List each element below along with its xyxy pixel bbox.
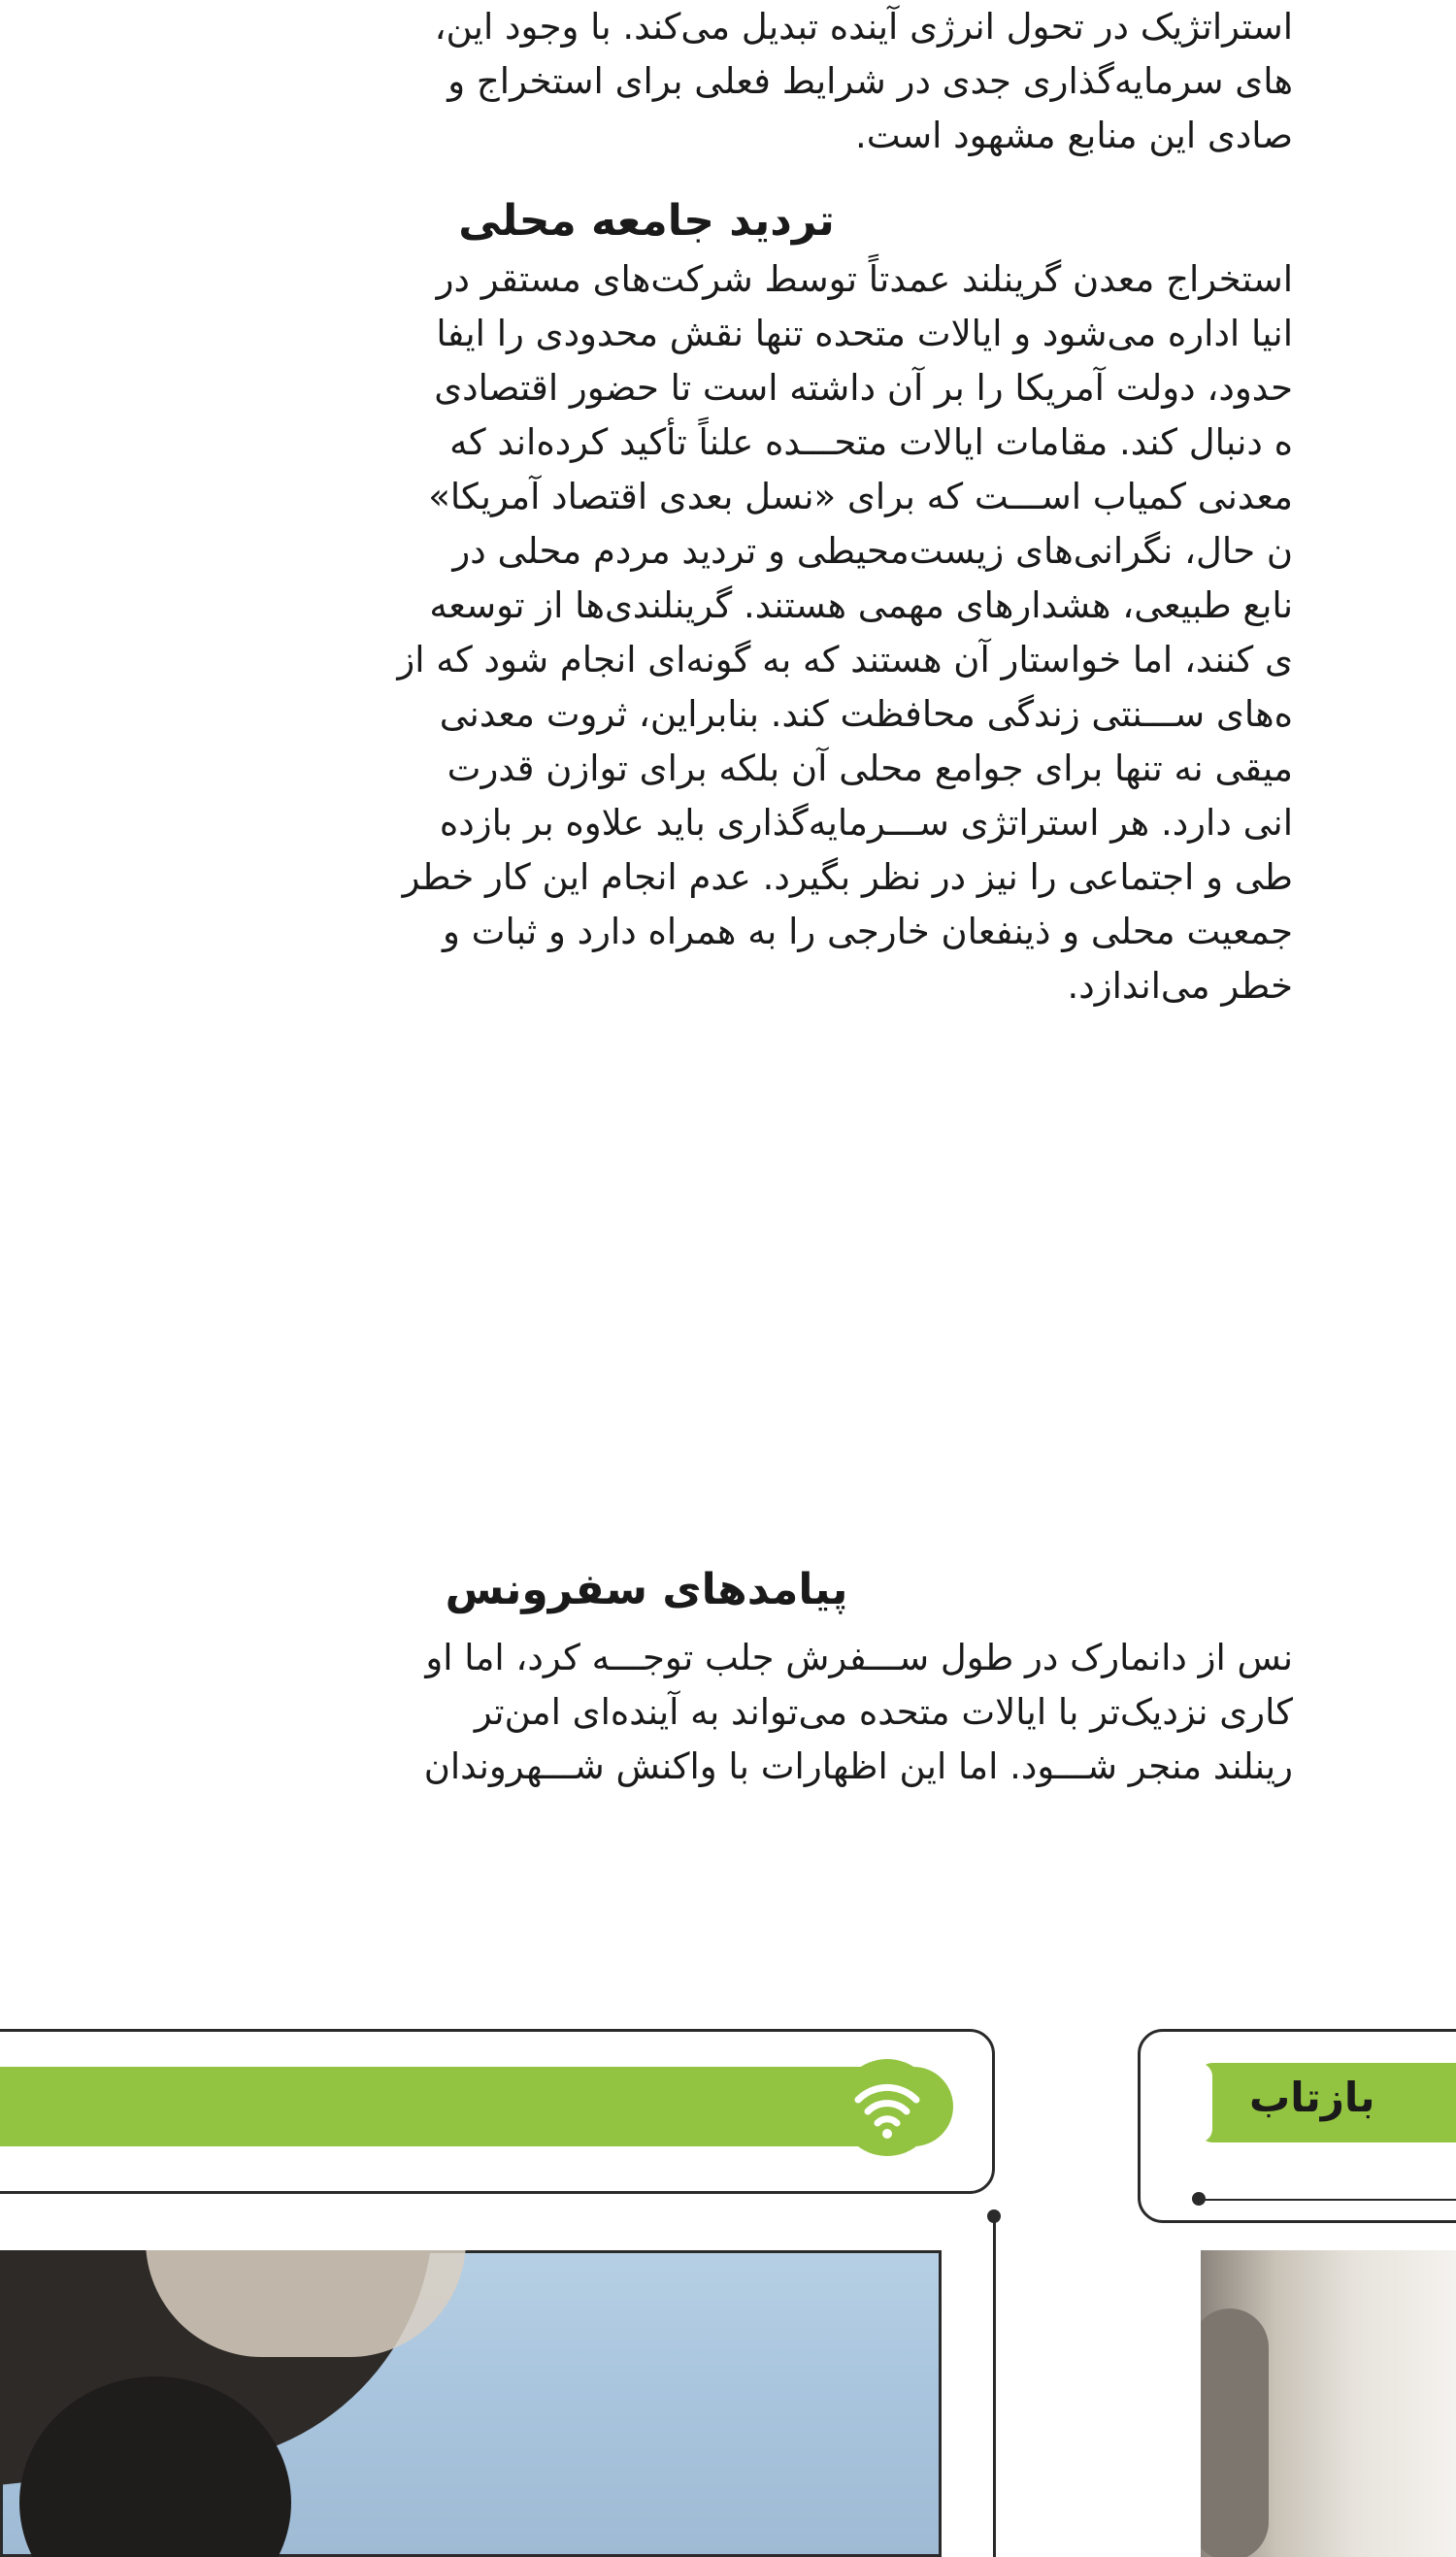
section-banner-box bbox=[0, 2029, 995, 2194]
section-line: طی و اجتماعی را نیز در نظر بگیرد. عدم انجام این کار خطر bbox=[402, 856, 1293, 898]
section-line: حدود، دولت آمریکا را بر آن داشته است تا حضور اقتصادی bbox=[434, 367, 1293, 409]
section-line: استخراج معدن گرینلند عمدتاً توسط شرکت‌های مستقر در bbox=[436, 258, 1293, 300]
section-heading: تردید جامعه محلی bbox=[458, 196, 835, 246]
section-line: رینلند منجر شـــود. اما این اظهارات با واکنش شـــهروندان bbox=[423, 1745, 1293, 1787]
section-line: ه دنبال کند. مقامات ایالات متحـــده علناً تأکید کرده‌اند که bbox=[449, 421, 1293, 463]
wifi-icon bbox=[839, 2059, 936, 2156]
intro-line: صادی این منابع مشهود است. bbox=[854, 115, 1293, 156]
section-vance-consequences bbox=[0, 1563, 1293, 1794]
section-line: میقی نه تنها برای جوامع محلی آن بلکه برای توازن قدرت bbox=[447, 747, 1293, 789]
section-line: انیا اداره می‌شود و ایالات متحده تنها نقش محدودی را ایفا bbox=[436, 313, 1293, 354]
section-line: نابع طبیعی، هشدارهای مهمی هستند. گرینلندی‌ها از توسعه bbox=[429, 584, 1293, 626]
section-line: معدنی کمیاب اســـت که برای «نسل بعدی اقتصاد آمریکا» bbox=[428, 476, 1293, 517]
column-divider bbox=[993, 2215, 996, 2557]
intro-line: های سرمایه‌گذاری جدی در شرایط فعلی برای استخراج و bbox=[447, 60, 1293, 102]
section-line: ی کنند، اما خواستار آن هستند که به گونه‌ای انجام شود که از bbox=[397, 639, 1293, 681]
section-line: خطر می‌اندازد. bbox=[1067, 965, 1293, 1007]
section-heading: پیامدهای سفرونس bbox=[445, 1565, 848, 1614]
intro-line: استراتژیک در تحول انرژی آینده تبدیل می‌کند. با وجود این، bbox=[434, 6, 1293, 48]
intro-paragraph bbox=[0, 0, 1293, 163]
reflection-box bbox=[1138, 2029, 1456, 2223]
reflection-label: بازتاب bbox=[1249, 2074, 1375, 2121]
news-photo-right bbox=[1201, 2250, 1456, 2557]
section-line: ن حال، نگرانی‌های زیست‌محیطی و تردید مردم محلی در bbox=[452, 530, 1293, 572]
section-line: ه‌های ســـنتی زندگی محافظت کند. بنابراین، ثروت معدنی bbox=[439, 693, 1293, 735]
news-photo-left bbox=[0, 2250, 942, 2557]
horizontal-divider bbox=[1194, 2199, 1456, 2201]
section-local-doubt bbox=[0, 194, 1293, 1013]
section-line: جمعیت محلی و ذینفعان خارجی را به همراه دارد و ثبات و bbox=[443, 911, 1293, 952]
tag-notch bbox=[1199, 2063, 1212, 2142]
section-line: کاری نزدیک‌تر با ایالات متحده می‌تواند به آینده‌ای امن‌تر bbox=[474, 1691, 1293, 1733]
photo-shape bbox=[1201, 2308, 1269, 2557]
section-line: نس از دانمارک در طول ســـفرش جلب توجـــه کرد، اما او bbox=[425, 1637, 1293, 1678]
section-line: انی دارد. هر استراتژی ســـرمایه‌گذاری باید علاوه بر بازده bbox=[439, 802, 1293, 844]
green-banner-bar bbox=[0, 2067, 953, 2146]
